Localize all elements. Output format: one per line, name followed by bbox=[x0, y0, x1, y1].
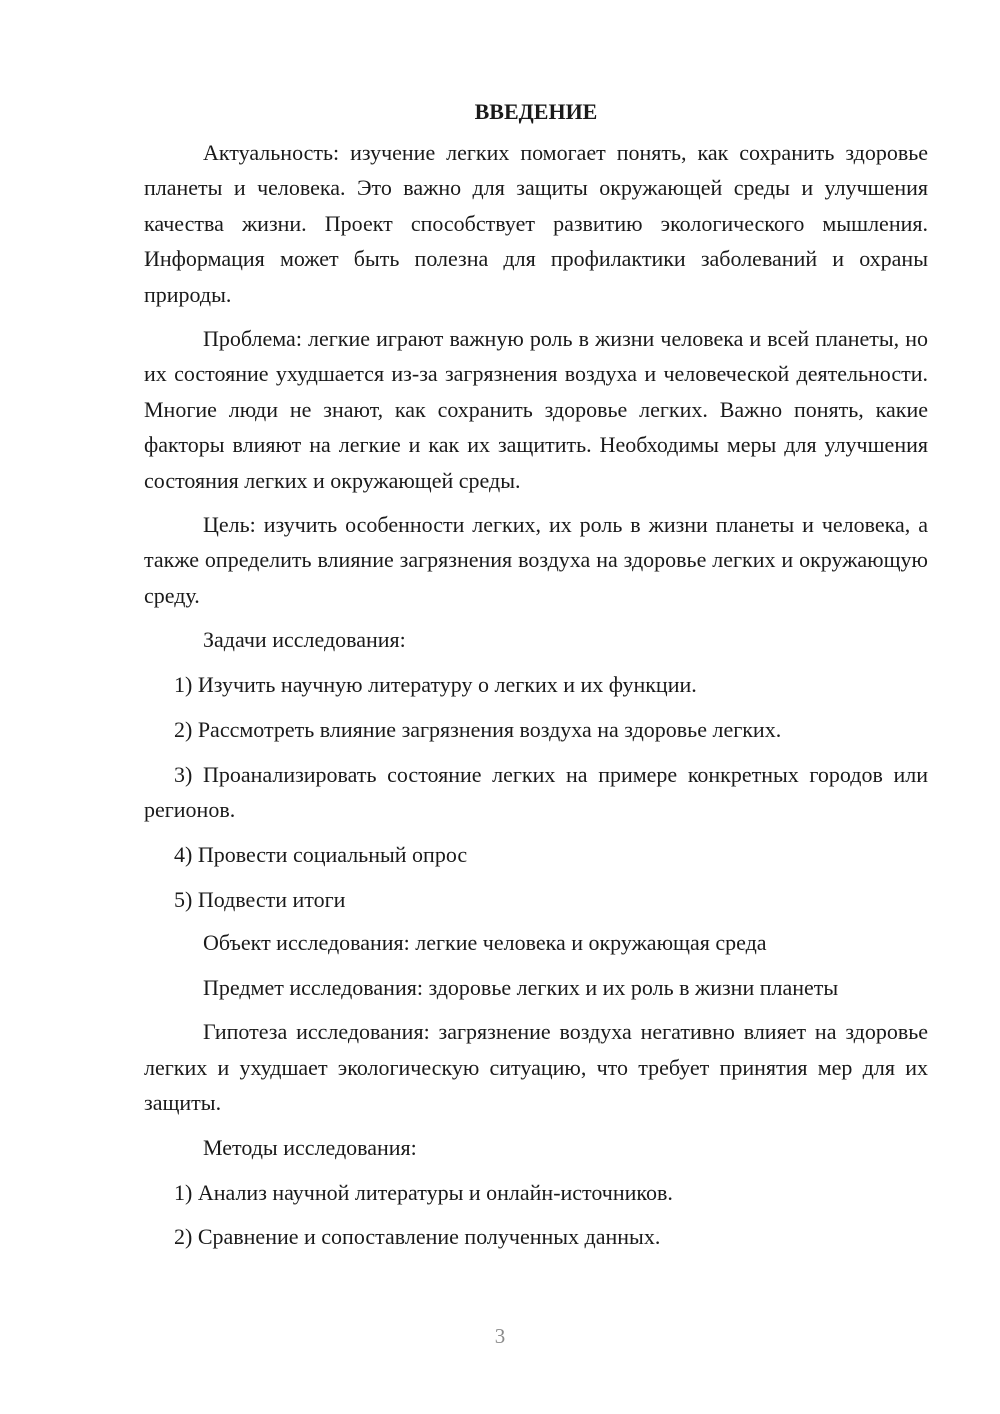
hypothesis-paragraph: Гипотеза исследования: загрязнение воздуха негативно влияет на здоровье легких и ухудшает экологическую ситуацию, что требует принятия мер для их защиты. bbox=[144, 1019, 928, 1116]
object-line: Объект исследования: легкие человека и окружающая среда bbox=[203, 929, 767, 955]
relevance-paragraph: Актуальность: изучение легких помогает понять, как сохранить здоровье планеты и человека. Это важно для защиты окружающей среды и улучшения качества жизни. Проект способствует развитию экологического мышления. Информация может быть полезна для профилактики заболеваний и охраны природы. bbox=[144, 140, 928, 307]
task-item-4: 4) Провести социальный опрос bbox=[174, 842, 468, 868]
method-item-1: 1) Анализ научной литературы и онлайн-источников. bbox=[174, 1179, 673, 1205]
method-item-2: 2) Сравнение и сопоставление полученных данных. bbox=[174, 1224, 661, 1250]
document-page bbox=[144, 94, 928, 1264]
task-item-3: 3) Проанализировать состояние легких на примере конкретных городов или регионов. bbox=[144, 762, 928, 823]
goal-paragraph: Цель: изучить особенности легких, их роль в жизни планеты и человека, а также определить влияние загрязнения воздуха на здоровье легких и окружающую среду. bbox=[144, 512, 928, 608]
task-item-2: 2) Рассмотреть влияние загрязнения воздуха на здоровье легких. bbox=[174, 717, 782, 743]
page-number: 3 bbox=[494, 1324, 506, 1348]
subject-line: Предмет исследования: здоровье легких и их роль в жизни планеты bbox=[203, 974, 839, 1000]
task-item-1: 1) Изучить научную литературу о легких и их функции. bbox=[174, 672, 697, 698]
section-title: ВВЕДЕНИЕ bbox=[474, 99, 598, 124]
tasks-heading: Задачи исследования: bbox=[203, 627, 406, 653]
task-item-5: 5) Подвести итоги bbox=[174, 887, 346, 913]
problem-paragraph: Проблема: легкие играют важную роль в жизни человека и всей планеты, но их состояние ухудшается из-за загрязнения воздуха и человеческой деятельности. Многие люди не знают, как сохранить здоровье легких. Важно понять, какие факторы влияют на легкие и как их защитить. Необходимы меры для улучшения состояния легких и окружающей среды. bbox=[144, 326, 928, 493]
methods-heading: Методы исследования: bbox=[203, 1134, 417, 1160]
